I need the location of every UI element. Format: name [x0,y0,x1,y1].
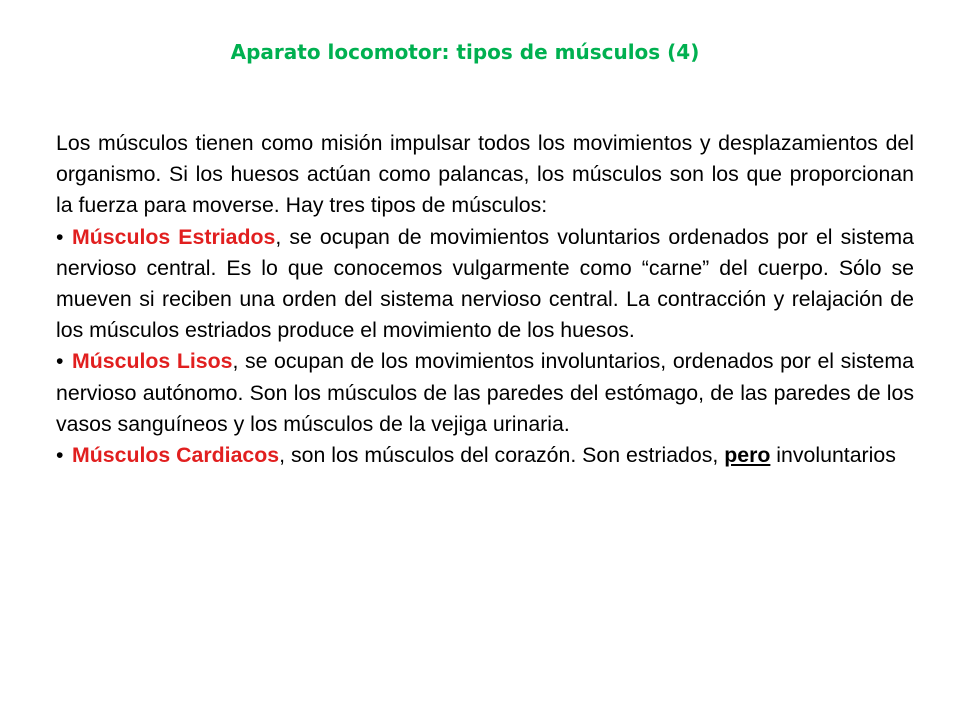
bullet-item-estriados [56,222,914,347]
bullet-icon: • [56,224,64,249]
bullet-item-lisos [56,346,914,440]
slide-title: Aparato locomotor: tipos de músculos (4) [230,40,700,64]
slide-body [56,128,914,471]
term-cardiacos: Músculos Cardiacos [72,443,280,468]
description-cardiacos: , son los músculos del corazón. Son estriados, [279,443,719,468]
description-estriados: , se ocupan de movimientos voluntarios ordenados por el sistema nervioso central. Es lo que conocemos vulgarmente como “carne” del cuerpo. Sólo se mueven si reciben una orden del sistema nervioso central. La contracción y relajación de los músculos estriados produce el movimiento de los huesos. [56,224,914,343]
intro-paragraph: Los músculos tienen como misión impulsar todos los movimientos y desplazamientos del organismo. Si los huesos actúan como palancas, los músculos son los que proporcionan la fuerza para moverse. Hay tres tipos de músculos: [56,131,914,218]
emphasis-pero: pero [724,443,771,468]
bullet-icon: • [56,349,64,374]
term-lisos: Músculos Lisos [72,349,233,374]
bullet-item-cardiacos [56,440,914,471]
description-lisos: , se ocupan de los movimientos involuntarios, ordenados por el sistema nervioso autónomo. Son los músculos de las paredes del estómago, de las paredes de los vasos sanguíneos y los músculos de la vejiga urinaria. [56,349,914,436]
bullet-icon: • [56,443,64,468]
term-estriados: Músculos Estriados [72,224,276,249]
description-cardiacos-tail: involuntarios [770,443,896,468]
